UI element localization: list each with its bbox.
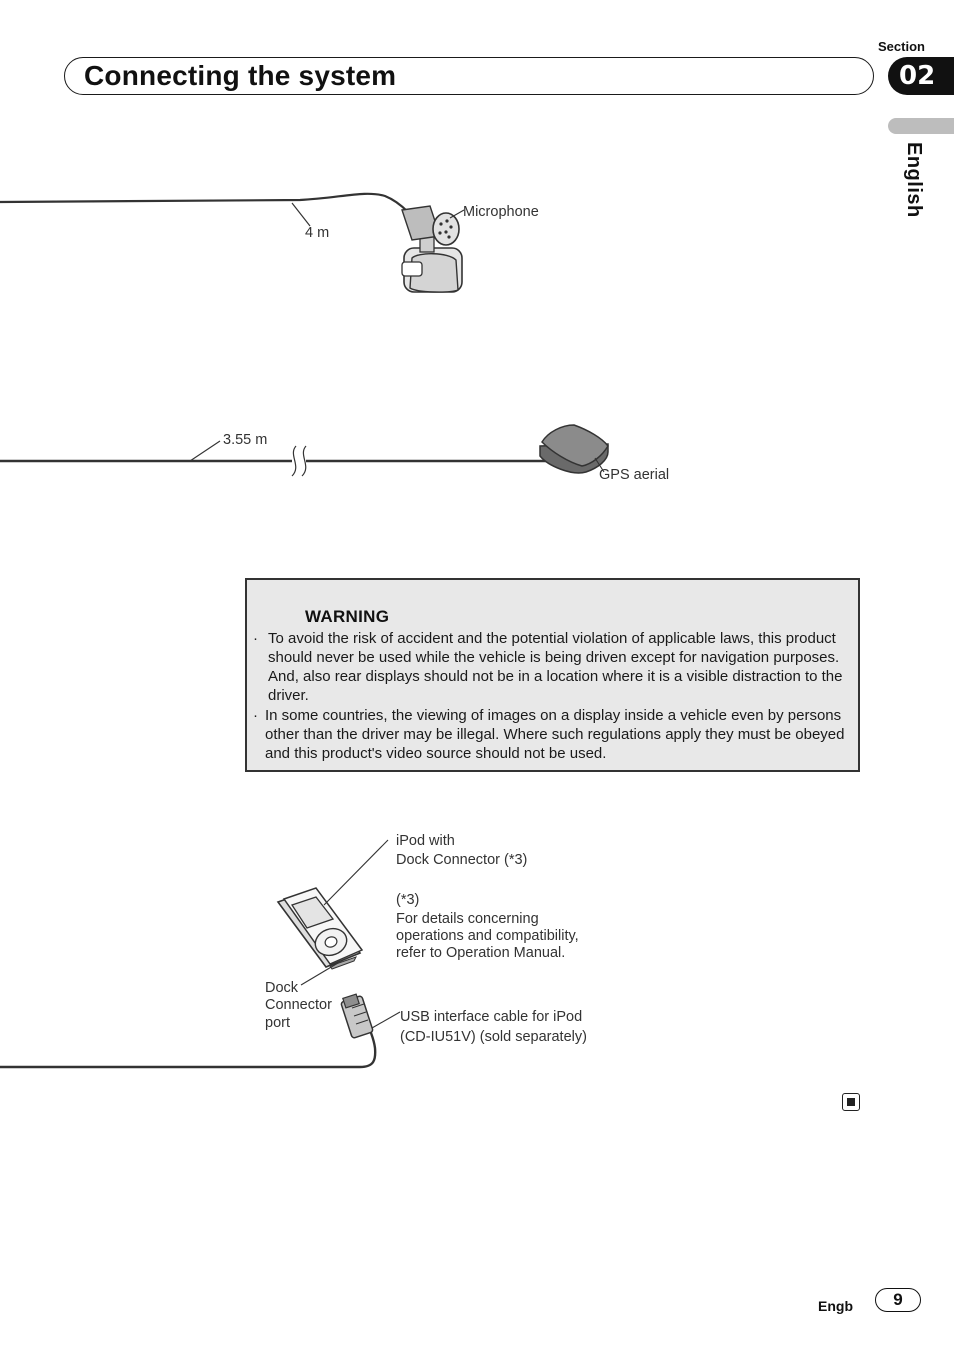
dock-port-label-line: Dock [265,980,299,996]
warning-item: In some countries, the viewing of images on a display inside a vehicle even by persons other than the driver may be illegal. Where such regulations apply they must be obeyed and this product's video source should not be used. [265,707,845,762]
microphone-cable-length: 4 m [305,225,330,241]
end-of-section-icon-fill [847,1098,855,1106]
gps-aerial-icon [540,425,608,473]
usb-cable-label-line: (CD-IU51V) (sold separately) [400,1029,587,1045]
gps-cable-length: 3.55 m [223,432,268,448]
footer-language-code: Engb [818,1298,853,1314]
dock-port-label-line: Connector [265,997,332,1013]
microphone-label: Microphone [463,204,539,220]
page-title: Connecting the system [84,60,397,91]
warning-title: WARNING [305,607,390,626]
usb-cable-label-line: USB interface cable for iPod [400,1009,583,1025]
ipod-note-line: refer to Operation Manual. [396,945,566,961]
gps-aerial-label: GPS aerial [599,467,670,483]
gps-cable [0,441,548,476]
section-label: Section [878,39,925,54]
dock-port-label-line: port [265,1015,290,1031]
microphone-icon [402,206,464,292]
warning-bullet: · [253,707,258,724]
microphone-cable [0,194,408,226]
language-label: English [903,142,925,218]
section-number: 02 [899,61,936,91]
ipod-note-line: For details concerning [396,911,539,927]
ipod-icon [278,840,388,985]
ipod-note-ref: (*3) [396,892,420,908]
usb-dock-cable [0,994,400,1067]
ipod-label-line: Dock Connector (*3) [396,852,528,868]
warning-bullet: · [253,630,258,647]
warning-item: To avoid the risk of accident and the potential violation of applicable laws, this product should never be used while the vehicle is being driven except for navigation purposes. And, also rear displays should not be in a location where it is a visible distraction to the driver. [268,630,843,704]
page-number: 9 [893,1290,903,1309]
ipod-note-line: operations and compatibility, [396,928,579,944]
ipod-label-line: iPod with [396,833,455,849]
